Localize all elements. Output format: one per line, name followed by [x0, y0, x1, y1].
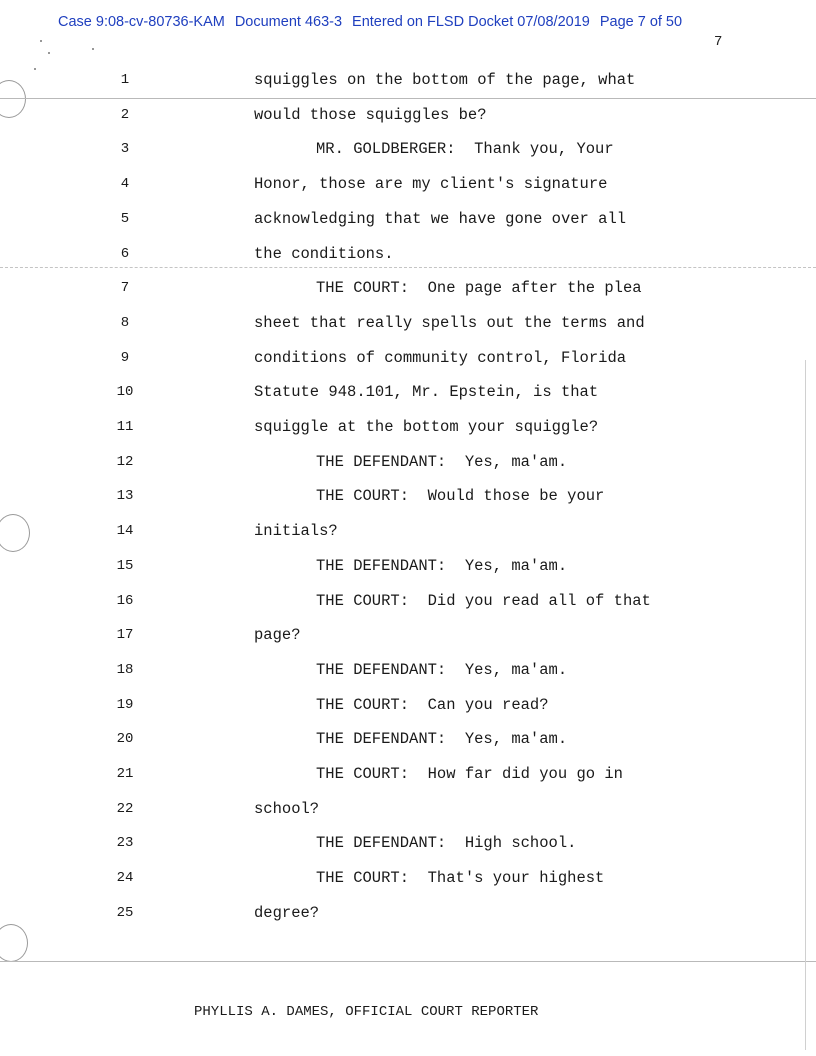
line-number: 20 [116, 731, 134, 748]
transcript-line [0, 175, 816, 197]
transcript-line [0, 349, 816, 371]
line-number: 15 [116, 557, 134, 574]
line-number: 19 [116, 696, 134, 713]
page-count: Page 7 of 50 [599, 14, 683, 30]
case-number: Case 9:08-cv-80736-KAM [58, 14, 225, 30]
transcript-line [0, 696, 816, 718]
line-number: 6 [120, 245, 130, 262]
transcript-line [0, 522, 816, 544]
transcript-line [0, 661, 816, 683]
transcript-line [0, 106, 816, 128]
transcript-line [0, 140, 816, 162]
transcript-line [0, 557, 816, 579]
line-text: THE DEFENDANT: High school. [316, 834, 577, 853]
scan-speck [48, 52, 50, 54]
line-text: school? [254, 799, 320, 818]
transcript-line [0, 765, 816, 787]
line-text: THE DEFENDANT: Yes, ma'am. [316, 556, 568, 575]
line-number: 16 [116, 592, 134, 609]
line-number: 24 [116, 870, 134, 887]
page-number: 7 [714, 34, 723, 50]
reporter-credit: PHYLLIS A. DAMES, OFFICIAL COURT REPORTER [194, 1004, 539, 1020]
line-number: 13 [116, 488, 134, 505]
transcript-line [0, 210, 816, 232]
punch-hole-bottom [0, 924, 28, 962]
line-number: 21 [116, 766, 134, 782]
line-number: 9 [120, 349, 130, 366]
line-number: 17 [116, 627, 134, 644]
line-text: squiggle at the bottom your squiggle? [254, 418, 599, 436]
line-number: 3 [120, 141, 130, 158]
line-text: page? [254, 626, 301, 645]
line-text: THE COURT: Did you read all of that [316, 591, 651, 610]
line-number: 14 [116, 523, 134, 540]
rule-line [0, 98, 816, 99]
line-text: Honor, those are my client's signature [254, 175, 608, 194]
transcript-line [0, 418, 816, 440]
line-text: THE COURT: That's your highest [316, 869, 605, 888]
line-number: 12 [116, 453, 134, 470]
scan-speck [92, 48, 94, 50]
line-number: 2 [120, 106, 130, 123]
scan-speck [40, 40, 42, 42]
transcript-line [0, 245, 816, 267]
transcript-line [0, 71, 816, 93]
scan-speck [34, 68, 36, 70]
line-number: 18 [116, 661, 134, 678]
line-text: THE COURT: Can you read? [316, 695, 549, 714]
transcript-line [0, 383, 816, 405]
line-text: the conditions. [254, 244, 394, 263]
line-text: THE COURT: Would those be your [316, 487, 605, 506]
line-text: THE COURT: How far did you go in [316, 765, 623, 783]
line-text: would those squiggles be? [254, 105, 487, 124]
line-text: THE DEFENDANT: Yes, ma'am. [316, 730, 568, 749]
transcript-line [0, 314, 816, 336]
line-text: conditions of community control, Florida [254, 348, 627, 367]
transcript-line [0, 626, 816, 648]
line-number: 23 [116, 835, 134, 852]
line-number: 4 [120, 176, 130, 193]
transcript-line [0, 800, 816, 822]
transcript-line [0, 869, 816, 891]
line-text: squiggles on the bottom of the page, what [254, 71, 636, 89]
line-text: THE DEFENDANT: Yes, ma'am. [316, 660, 568, 679]
line-text: acknowledging that we have gone over all [254, 209, 627, 228]
line-text: degree? [254, 903, 320, 922]
line-number: 22 [116, 800, 134, 817]
line-number: 10 [116, 384, 134, 401]
line-text: sheet that really spells out the terms and [254, 313, 645, 332]
line-number: 1 [120, 72, 130, 88]
transcript-line [0, 279, 816, 301]
transcript-line [0, 453, 816, 475]
line-text: Statute 948.101, Mr. Epstein, is that [254, 383, 599, 402]
transcript-line [0, 834, 816, 856]
line-number: 5 [120, 210, 130, 227]
line-text: MR. GOLDBERGER: Thank you, Your [316, 140, 614, 159]
transcript-line [0, 730, 816, 752]
document-number: Document 463-3 [234, 14, 343, 30]
docket-header [58, 14, 692, 30]
transcript-line [0, 592, 816, 614]
transcript-line [0, 904, 816, 926]
line-number: 25 [116, 904, 134, 921]
rule-line [0, 267, 816, 268]
entered-date: Entered on FLSD Docket 07/08/2019 [352, 14, 590, 30]
line-text: THE COURT: One page after the plea [316, 279, 642, 298]
line-number: 8 [120, 314, 130, 331]
transcript-line [0, 487, 816, 509]
line-text: initials? [254, 522, 338, 541]
line-text: THE DEFENDANT: Yes, ma'am. [316, 452, 568, 471]
rule-line [0, 961, 816, 962]
line-number: 7 [120, 280, 130, 297]
line-number: 11 [116, 419, 134, 435]
